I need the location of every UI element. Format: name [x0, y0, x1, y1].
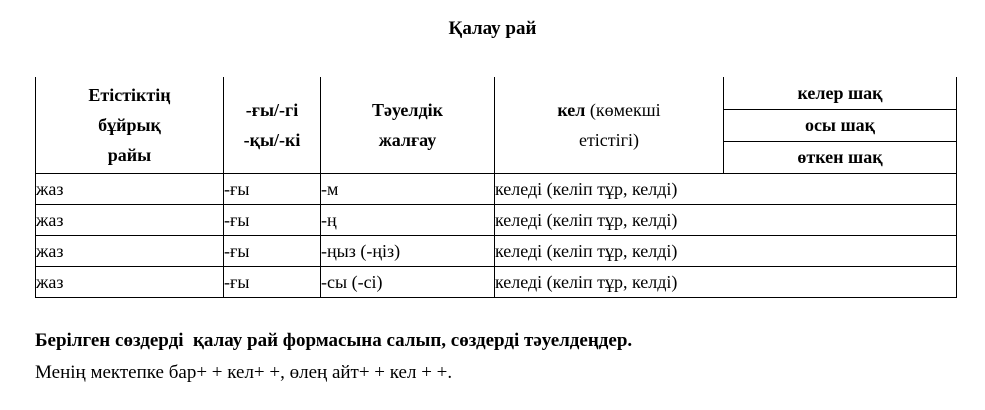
header-auxiliary-bold: кел [557, 99, 586, 120]
document-title: Қалау рай [448, 18, 537, 39]
table-row [36, 235, 957, 266]
header-possessive-line-2: жалғау [378, 129, 437, 150]
cell-possessive: -сы (-сі) [321, 266, 495, 297]
header-imperative-line-3: райы [107, 144, 152, 165]
header-possessive-line-1: Тәуелдік [371, 99, 443, 120]
cell-verb: жаз [36, 235, 224, 266]
header-auxiliary-line-2: етістігі) [578, 129, 640, 150]
cell-auxiliary: келеді (келіп тұр, келді) [495, 235, 957, 266]
table-row [36, 266, 957, 297]
header-imperative-line-1: Етістіктің [88, 84, 171, 105]
table-row [36, 204, 957, 235]
cell-suffix: -ғы [224, 235, 321, 266]
cell-verb: жаз [36, 204, 224, 235]
grammar-table [35, 77, 957, 298]
cell-auxiliary: келеді (келіп тұр, келді) [495, 266, 957, 297]
header-tense-future: келер шақ [724, 77, 957, 109]
header-suffix-line-1: -ғы/-гі [245, 99, 299, 120]
header-tense-past: өткен шақ [724, 141, 957, 173]
cell-verb: жаз [36, 266, 224, 297]
header-suffix [224, 77, 321, 173]
header-tense-present: осы шақ [724, 109, 957, 141]
cell-suffix: -ғы [224, 173, 321, 204]
cell-suffix: -ғы [224, 266, 321, 297]
cell-suffix: -ғы [224, 204, 321, 235]
header-imperative-mood [36, 77, 224, 173]
header-possessive-ending [321, 77, 495, 173]
exercise-example: Менің мектепке бар+ + кел+ +, өлең айт+ + кел + +. [35, 362, 453, 383]
exercise-instruction: Берілген сөздерді қалау рай формасына салып, сөздерді тәуелдеңдер. [35, 330, 633, 351]
cell-possessive: -ң [321, 204, 495, 235]
cell-possessive: -ңыз (-ңіз) [321, 235, 495, 266]
cell-possessive: -м [321, 173, 495, 204]
header-imperative-line-2: бұйрық [98, 114, 161, 135]
cell-verb: жаз [36, 173, 224, 204]
header-suffix-line-2: -қы/-кі [243, 129, 301, 150]
header-auxiliary-line-1: (көмекші [589, 99, 661, 120]
header-auxiliary-verb [495, 77, 724, 173]
cell-auxiliary: келеді (келіп тұр, келді) [495, 173, 957, 204]
table-row [36, 173, 957, 204]
cell-auxiliary: келеді (келіп тұр, келді) [495, 204, 957, 235]
